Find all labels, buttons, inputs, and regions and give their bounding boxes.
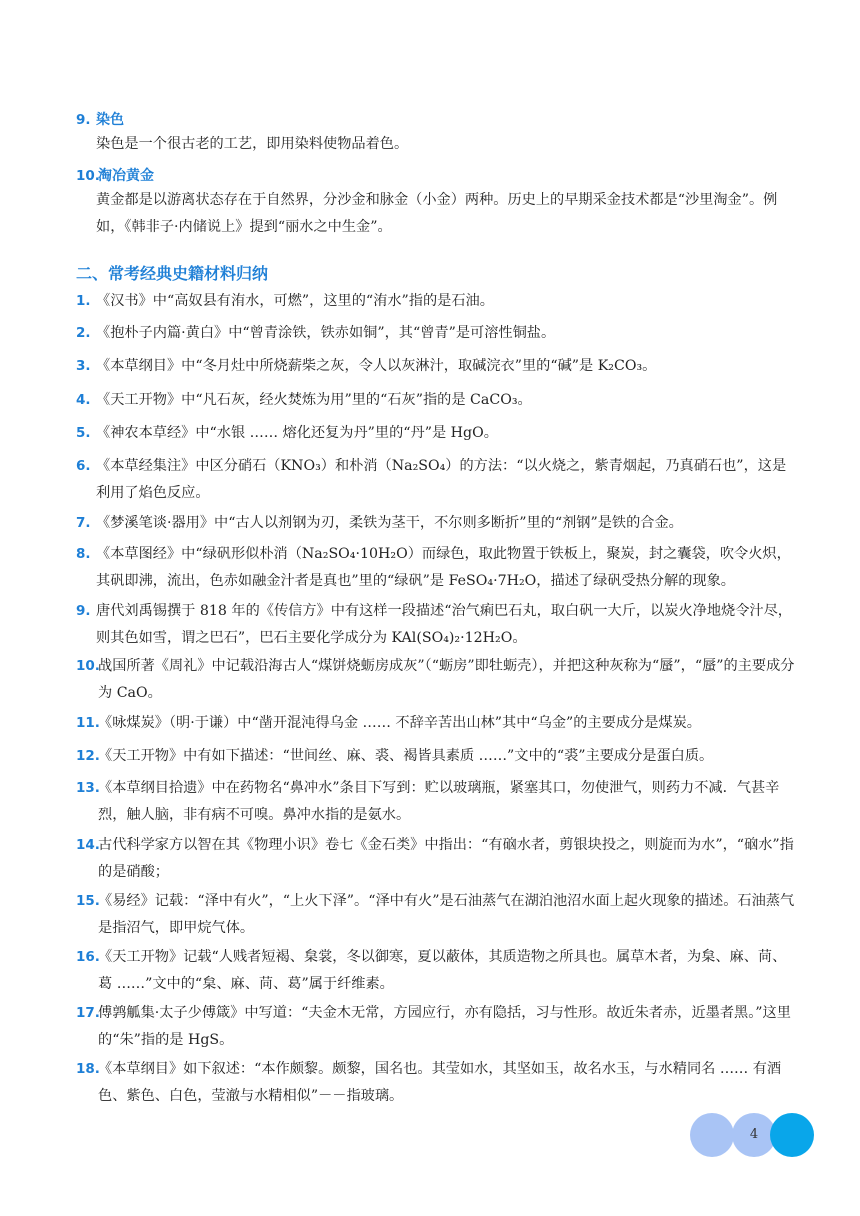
- subsection-title: 染色: [96, 112, 124, 128]
- item-number: 11.: [76, 715, 100, 731]
- item-text: 《咏煤炭》（明·于谦）中“凿开混沌得乌金 …… 不辞辛苦出山林”其中“乌金”的主要成分是煤炭。: [98, 715, 701, 731]
- list-item: [76, 353, 796, 380]
- item-number: 7.: [76, 515, 91, 531]
- list-item: [76, 598, 796, 652]
- item-text: 《易经》记载：“泽中有火”，“上火下泽”。“泽中有火”是石油蒸气在湖泊池沼水面上起火现象的描述。石油蒸气是指沼气，即甲烷气体。: [98, 893, 795, 936]
- item-number: 18.: [76, 1061, 100, 1077]
- item-text: 战国所著《周礼》中记载沿海古人“煤饼烧蛎房成灰”（“蛎房”即牡蛎壳），并把这种灰称为“蜃”，“蜃”的主要成分为 CaO。: [98, 658, 795, 701]
- page-number: 4: [749, 1127, 759, 1142]
- item-number: 1.: [76, 293, 91, 309]
- list-item: [76, 1056, 796, 1110]
- item-text: 《天工开物》记载“人贱者短褐、枲裳，冬以御寒，夏以蔽体，其质造物之所具也。属草木者，为枲、麻、苘、葛 ……”文中的“枲、麻、苘、葛”属于纤维素。: [98, 949, 787, 992]
- list-item: [76, 1000, 796, 1054]
- subsection-title: 淘冶黄金: [98, 168, 154, 184]
- item-number: 2.: [76, 325, 91, 341]
- item-text: 《本草纲目》如下叙述：“本作颇黎。颇黎，国名也。其莹如水，其坚如玉，故名水玉，与水精同名 …… 有酒色、紫色、白色，莹澈与水精相似”－－指玻璃。: [98, 1061, 782, 1104]
- list-item: [76, 453, 796, 507]
- list-item: [76, 775, 796, 829]
- item-number: 10.: [76, 658, 100, 674]
- item-number: 8.: [76, 546, 91, 562]
- item-number: 12.: [76, 748, 100, 764]
- list-item: [76, 387, 796, 414]
- list-item: [76, 888, 796, 942]
- list-item: [76, 832, 796, 886]
- item-text: 《梦溪笔谈·器用》中“古人以剂钢为刃，柔铁为茎干，不尔则多断折”里的“剂钢”是铁的合金。: [96, 515, 683, 531]
- list-item: [76, 288, 796, 315]
- badge-circle-left: [690, 1113, 734, 1157]
- item-number: 16.: [76, 949, 100, 965]
- item-number: 9.: [76, 603, 91, 619]
- list-item: [76, 710, 796, 737]
- page-number-badge: [690, 1113, 814, 1157]
- item-text: 《本草图经》中“绿矾形似朴消（Na₂SO₄·10H₂O）而绿色，取此物置于铁板上，聚炭，封之囊袋，吹令火炽，其矾即沸，流出，色赤如融金汁者是真也”里的“绿矾”是 FeSO₄·7H₂O，描述了绿矾受热分解的现象。: [96, 546, 791, 589]
- list-item: [76, 743, 796, 770]
- subsection-text: 染色是一个很古老的工艺，即用染料使物品着色。: [96, 136, 409, 152]
- item-text: 《抱朴子内篇·黄白》中“曾青涂铁，铁赤如铜”，其“曾青”是可溶性铜盐。: [96, 325, 556, 341]
- item-text: 唐代刘禹锡撰于 818 年的《传信方》中有这样一段描述“治气痢巴石丸，取白矾一大斤，以炭火净地烧令汁尽，则其色如雪，谓之巴石”，巴石主要化学成分为 KAl(SO₄)₂·12H₂O。: [96, 603, 792, 646]
- subsection-number: 9.: [76, 112, 91, 128]
- item-number: 15.: [76, 893, 100, 909]
- item-number: 14.: [76, 837, 100, 853]
- list-item: [76, 320, 796, 347]
- item-text: 《本草纲目拾遗》中在药物名“鼻冲水”条目下写到：贮以玻璃瓶，紧塞其口，勿使泄气，则药力不减．气甚辛烈，触人脑，非有病不可嗅。鼻冲水指的是氨水。: [98, 780, 780, 823]
- item-text: 《本草纲目》中“冬月灶中所烧薪柴之灰，令人以灰淋汁，取碱浣衣”里的“碱”是 K₂CO₃。: [96, 358, 657, 374]
- item-text: 《天工开物》中有如下描述：“世间丝、麻、裘、褐皆具素质 ……”文中的“裘”主要成分是蛋白质。: [98, 748, 714, 764]
- item-number: 3.: [76, 358, 91, 374]
- list-item: [76, 541, 796, 595]
- item-number: 5.: [76, 425, 91, 441]
- list-item: [76, 653, 796, 707]
- item-text: 古代科学家方以智在其《物理小识》卷七《金石类》中指出：“有硇水者，剪银块投之，则旋而为水”，“硇水”指的是硝酸；: [98, 837, 794, 880]
- item-number: 13.: [76, 780, 100, 796]
- section-title: 二、常考经典史籍材料归纳: [76, 264, 269, 283]
- item-number: 6.: [76, 458, 91, 474]
- badge-circle-right: [770, 1113, 814, 1157]
- subsection-9: [76, 108, 124, 132]
- item-text: 《天工开物》中“凡石灰，经火焚炼为用”里的“石灰”指的是 CaCO₃。: [96, 392, 532, 408]
- subsection-10: [76, 164, 154, 188]
- subsection-number: 10.: [76, 168, 100, 184]
- list-item: [76, 944, 796, 998]
- item-number: 4.: [76, 392, 91, 408]
- item-text: 《神农本草经》中“水银 …… 熔化还复为丹”里的“丹”是 HgO。: [96, 425, 498, 441]
- item-text: 《汉书》中“高奴县有洧水，可燃”，这里的“洧水”指的是石油。: [96, 293, 494, 309]
- item-text: 《本草经集注》中区分硝石（KNO₃）和朴消（Na₂SO₄）的方法：“以火烧之，紫青烟起，乃真硝石也”，这是利用了焰色反应。: [96, 458, 787, 501]
- subsection-text: 黄金都是以游离状态存在于自然界，分沙金和脉金（小金）两种。历史上的早期采金技术都是“沙里淘金”。例如，《韩非子·内储说上》提到“丽水之中生金”。: [96, 192, 778, 235]
- item-text: 傅鹑觚集·太子少傅箴》中写道：“夫金木无常，方园应行，亦有隐括，习与性形。故近朱者赤，近墨者黑。”这里的“朱”指的是 HgS。: [98, 1005, 791, 1048]
- item-number: 17.: [76, 1005, 100, 1021]
- list-item: [76, 510, 796, 537]
- list-item: [76, 420, 796, 447]
